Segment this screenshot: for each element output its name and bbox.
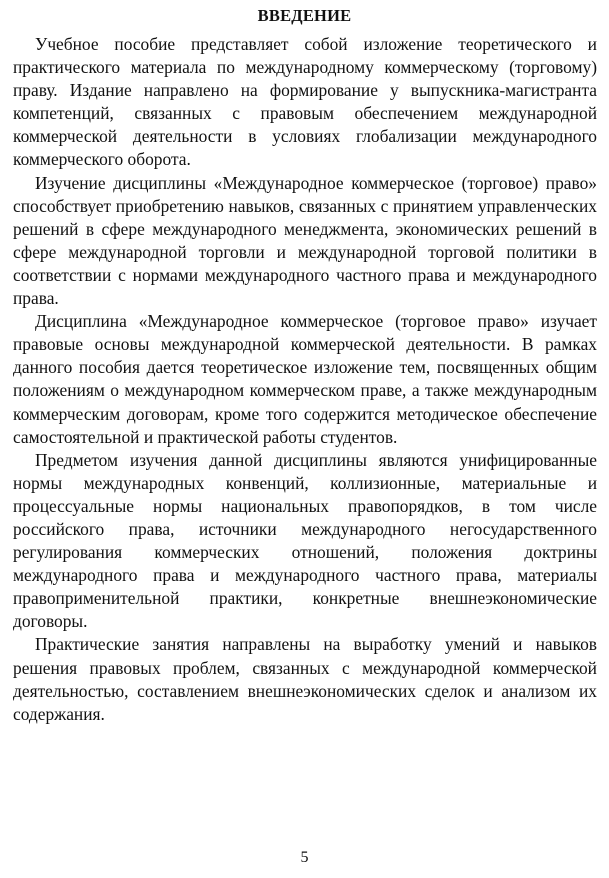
paragraph-2: Изучение дисциплины «Международное коммерческое (торговое) право» способствует приобретению навыков, связанных с принятием управленческих решений в сфере международного менеджмента, экономических решений в сфере международной торговли и международной торговой политики в соответствии с нормами международного частного права и международного права. [13, 172, 597, 309]
paragraph-5: Практические занятия направлены на выработку умений и навыков решения правовых проблем, связанных с международной коммерческой деятельностью, составлением внешнеэкономических сделок и анализом их содержания. [13, 634, 597, 724]
body-text [13, 33, 597, 726]
paragraph-4: Предметом изучения данной дисциплины являются унифицированные нормы международных конвенций, коллизионные, материальные и процессуальные нормы национальных правопорядков, в том числе российского права, источники международного негосударственного регулирования коммерческих отношений, положения доктрины международного права и международного частного права, материалы правоприменительной практики, конкретные внешнеэкономические договоры. [13, 449, 597, 632]
paragraph-1: Учебное пособие представляет собой изложение теоретического и практического материала по международному коммерческому (торговому) праву. Издание направлено на формирование у выпускника-магистранта компетенций, связанных с правовым обеспечением международной коммерческой деятельности в условиях глобализации международного коммерческого оборота. [13, 34, 597, 170]
page-number: 5 [300, 849, 309, 866]
page-title: ВВЕДЕНИЕ [257, 6, 352, 25]
paragraph-3: Дисциплина «Международное коммерческое (торговое право» изучает правовые основы международной коммерческой деятельности. В рамках данного пособия дается теоретическое изложение тем, посвященных общим положениям о международном коммерческом праве, а также международным коммерческим договорам, кроме того содержится методическое обеспечение самостоятельной и практической работы студентов. [13, 311, 597, 447]
